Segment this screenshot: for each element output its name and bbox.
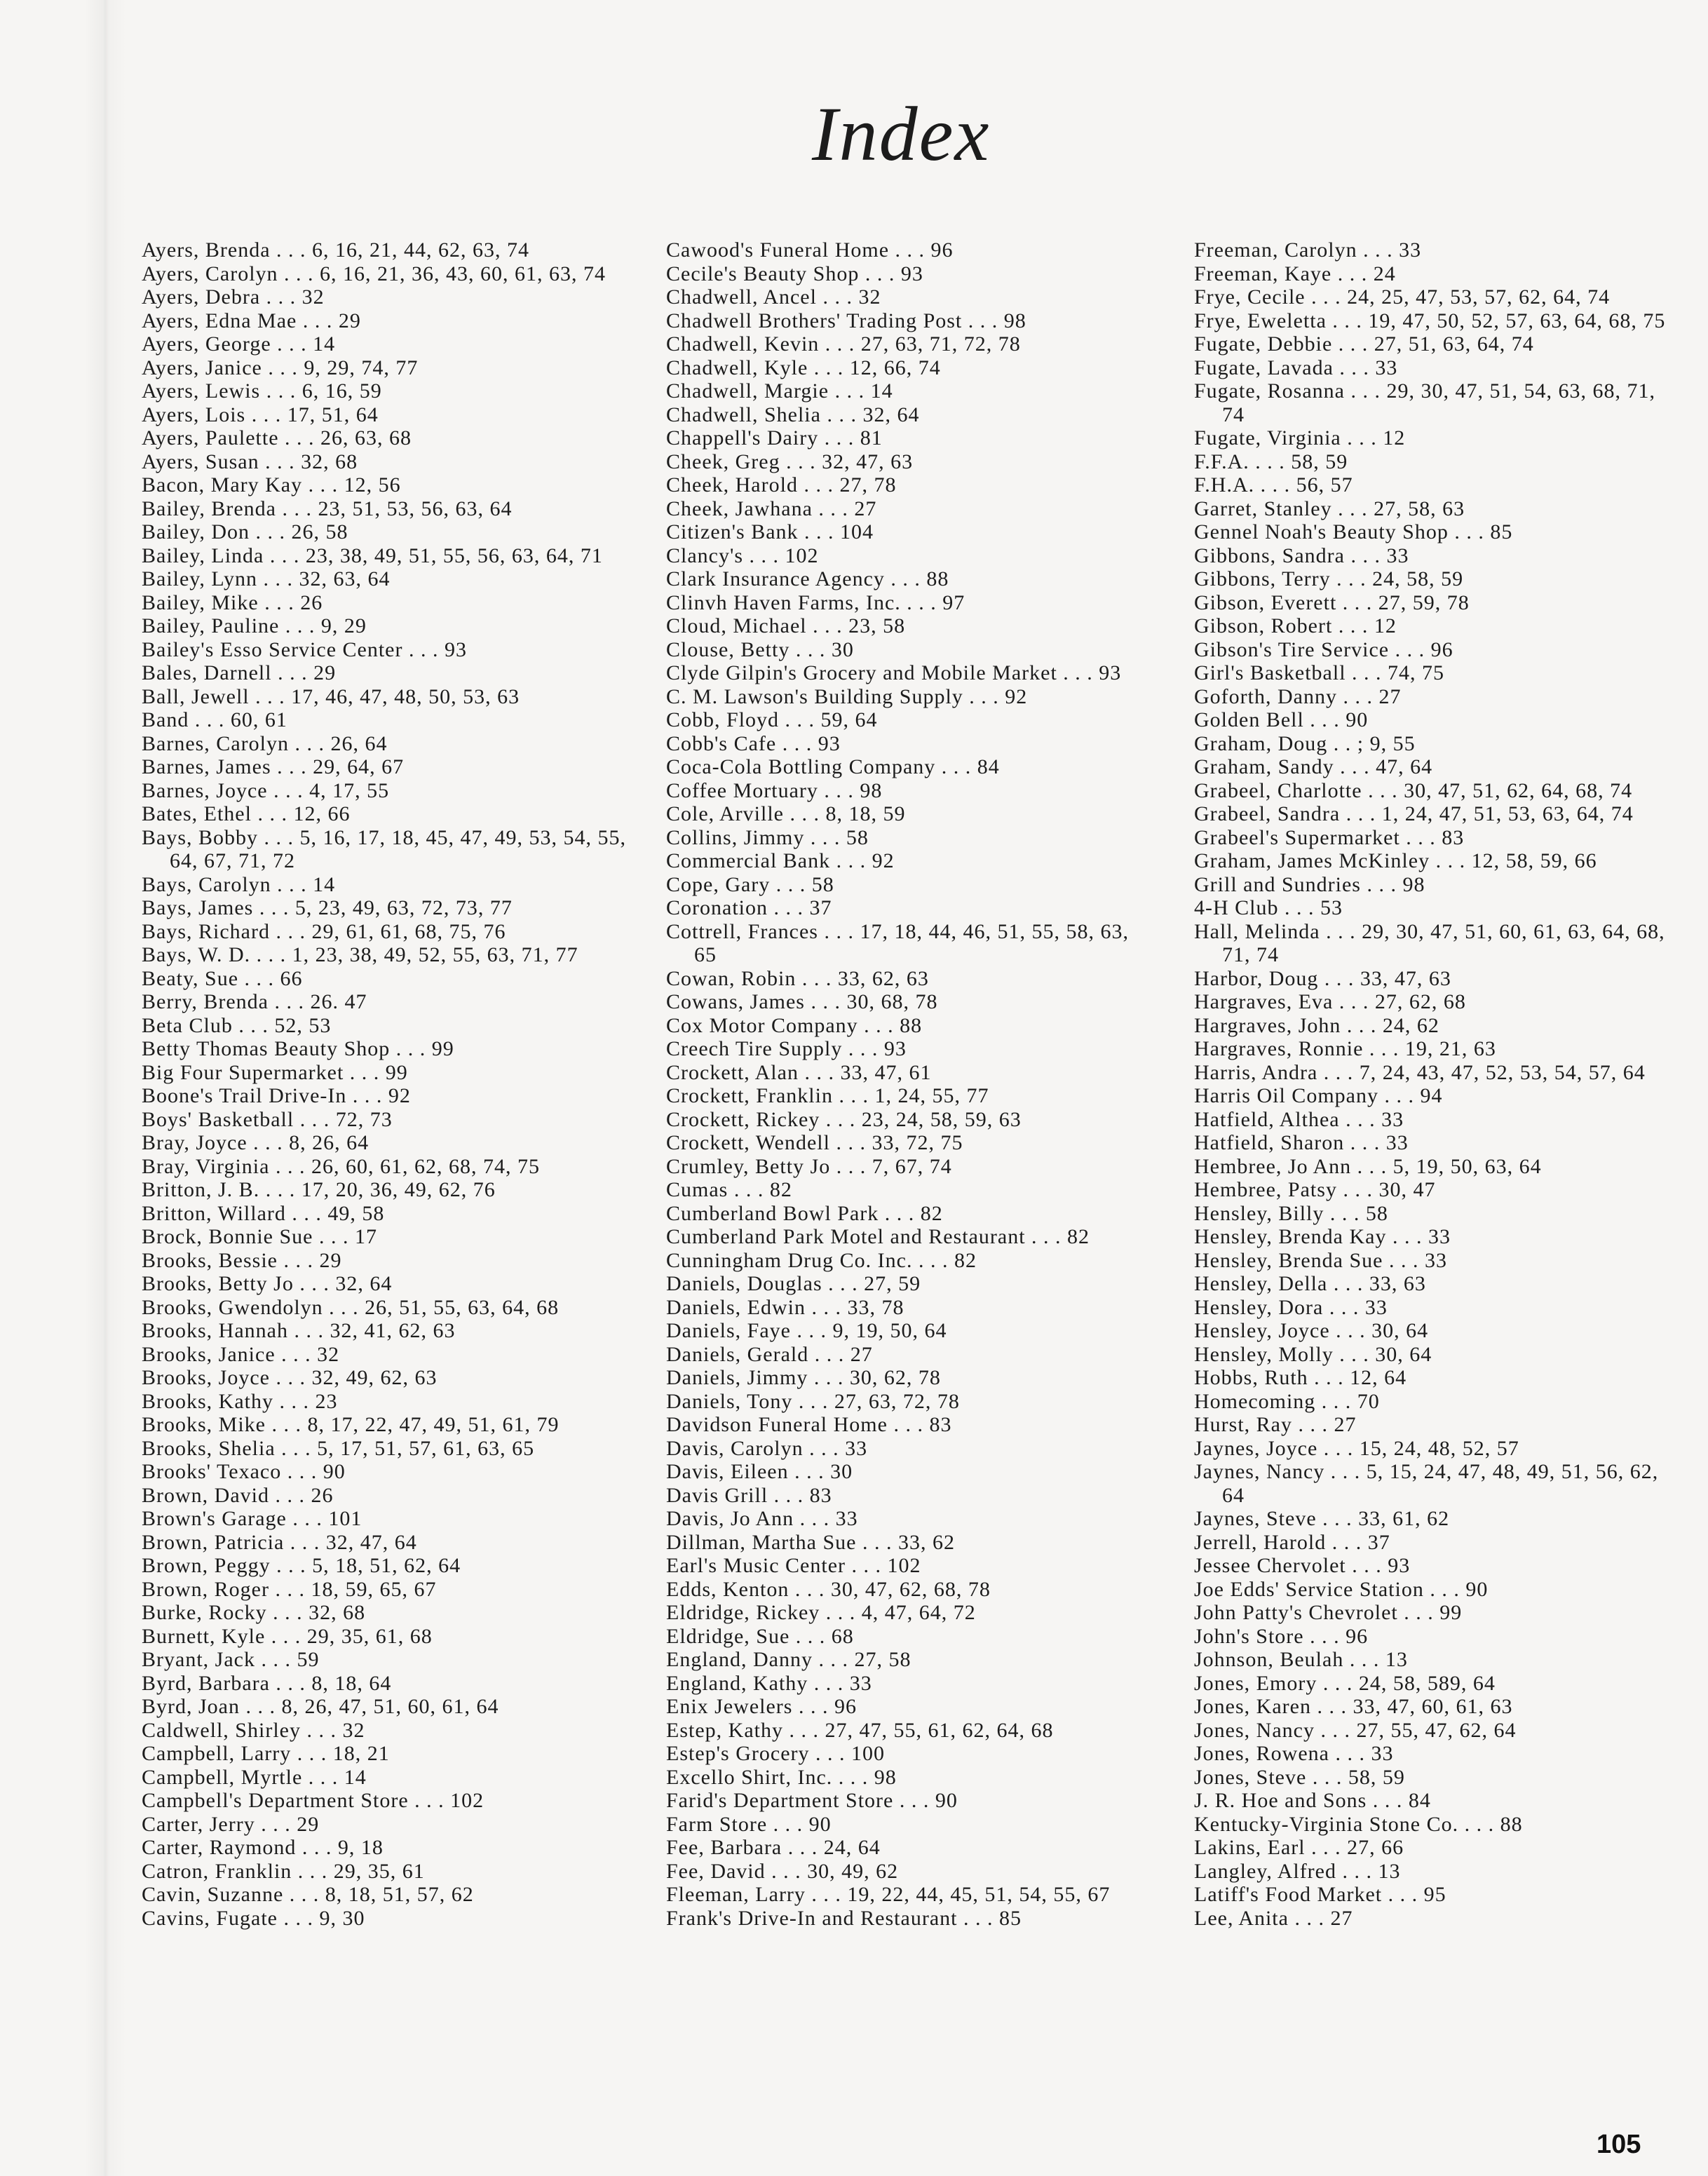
index-entry: Jaynes, Joyce . . . 15, 24, 48, 52, 57	[1194, 1436, 1519, 1460]
index-entry: Fee, David . . . 30, 49, 62	[666, 1859, 899, 1883]
index-entry-continuation: 64, 67, 71, 72	[170, 849, 295, 872]
index-entry: Jones, Steve . . . 58, 59	[1194, 1765, 1405, 1789]
page-title: Index	[812, 90, 991, 177]
index-entry: Cavin, Suzanne . . . 8, 18, 51, 57, 62	[142, 1883, 474, 1906]
index-column-2	[666, 238, 1157, 1930]
index-entry: Daniels, Douglas . . . 27, 59	[666, 1272, 921, 1295]
index-entry: Bailey, Lynn . . . 32, 63, 64	[142, 567, 391, 590]
index-entry: Bailey's Esso Service Center . . . 93	[142, 637, 467, 661]
index-entry: Edds, Kenton . . . 30, 47, 62, 68, 78	[666, 1577, 991, 1601]
index-entry: Brooks, Shelia . . . 5, 17, 51, 57, 61, 63, 65	[142, 1436, 535, 1460]
page-number: 105	[1597, 2130, 1641, 2159]
index-entry: Hensley, Billy . . . 58	[1194, 1201, 1388, 1225]
index-entry: Chadwell Brothers' Trading Post . . . 98	[666, 309, 1026, 332]
index-entry: Langley, Alfred . . . 13	[1194, 1859, 1401, 1883]
index-entry: Cheek, Harold . . . 27, 78	[666, 473, 897, 496]
index-entry: Eldridge, Sue . . . 68	[666, 1624, 854, 1648]
binding-shadow	[84, 0, 126, 2176]
index-entry: Cunningham Drug Co. Inc. . . . 82	[666, 1248, 977, 1272]
index-entry: Cloud, Michael . . . 23, 58	[666, 614, 906, 637]
index-entry: Grabeel's Supermarket . . . 83	[1194, 825, 1465, 849]
index-entry: Ayers, Janice . . . 9, 29, 74, 77	[142, 356, 419, 379]
index-entry: Crockett, Alan . . . 33, 47, 61	[666, 1060, 932, 1084]
index-entry: Brock, Bonnie Sue . . . 17	[142, 1225, 377, 1248]
index-entry: Caldwell, Shirley . . . 32	[142, 1718, 365, 1742]
index-entry: Goforth, Danny . . . 27	[1194, 684, 1402, 708]
index-entry: Barnes, Joyce . . . 4, 17, 55	[142, 778, 390, 802]
index-entry: Byrd, Joan . . . 8, 26, 47, 51, 60, 61, 64	[142, 1695, 499, 1718]
index-entry: Golden Bell . . . 90	[1194, 708, 1369, 731]
index-entry: Hembree, Jo Ann . . . 5, 19, 50, 63, 64	[1194, 1154, 1542, 1178]
index-entry: Estep's Grocery . . . 100	[666, 1742, 886, 1765]
index-entry: Gibson's Tire Service . . . 96	[1194, 637, 1453, 661]
index-entry: Jones, Nancy . . . 27, 55, 47, 62, 64	[1194, 1718, 1517, 1742]
index-entry: John's Store . . . 96	[1194, 1624, 1369, 1648]
index-entry: Cottrell, Frances . . . 17, 18, 44, 46, 51, 55, 58, 63,	[666, 919, 1129, 943]
index-entry: Grill and Sundries . . . 98	[1194, 872, 1425, 896]
index-entry: Fugate, Debbie . . . 27, 51, 63, 64, 74	[1194, 332, 1534, 356]
index-entry: Brown, Roger . . . 18, 59, 65, 67	[142, 1577, 437, 1601]
index-entry: Burke, Rocky . . . 32, 68	[142, 1601, 366, 1624]
index-entry: Bacon, Mary Kay . . . 12, 56	[142, 473, 401, 496]
index-entry: Jaynes, Nancy . . . 5, 15, 24, 47, 48, 49, 51, 56, 62,	[1194, 1460, 1659, 1483]
index-entry: Chadwell, Ancel . . . 32	[666, 285, 881, 309]
index-entry: Gibson, Robert . . . 12	[1194, 614, 1397, 637]
index-entry: Coca-Cola Bottling Company . . . 84	[666, 755, 1000, 778]
index-entry: Bays, Carolyn . . . 14	[142, 872, 336, 896]
index-entry: Commercial Bank . . . 92	[666, 849, 895, 872]
index-entry: Latiff's Food Market . . . 95	[1194, 1883, 1446, 1906]
index-entry: Hobbs, Ruth . . . 12, 64	[1194, 1366, 1407, 1389]
index-entry: Chadwell, Shelia . . . 32, 64	[666, 403, 920, 426]
index-column-3	[1194, 238, 1699, 1930]
index-entry: Daniels, Tony . . . 27, 63, 72, 78	[666, 1389, 960, 1413]
index-entry: Freeman, Kaye . . . 24	[1194, 262, 1396, 285]
index-entry: Davidson Funeral Home . . . 83	[666, 1413, 952, 1436]
index-entry: Clouse, Betty . . . 30	[666, 637, 854, 661]
index-entry: Bailey, Linda . . . 23, 38, 49, 51, 55, 56, 63, 64, 71	[142, 543, 603, 567]
index-entry: Bailey, Brenda . . . 23, 51, 53, 56, 63, 64	[142, 496, 513, 520]
index-entry: Kentucky-Virginia Stone Co. . . . 88	[1194, 1812, 1523, 1836]
index-entry: Betty Thomas Beauty Shop . . . 99	[142, 1037, 454, 1060]
index-entry: Brooks, Mike . . . 8, 17, 22, 47, 49, 51, 61, 79	[142, 1413, 560, 1436]
index-entry: Cox Motor Company . . . 88	[666, 1013, 923, 1037]
index-entry: Hall, Melinda . . . 29, 30, 47, 51, 60, 61, 63, 64, 68,	[1194, 919, 1665, 943]
index-entry: Burnett, Kyle . . . 29, 35, 61, 68	[142, 1624, 433, 1648]
index-entry: Grabeel, Charlotte . . . 30, 47, 51, 62, 64, 68, 74	[1194, 778, 1633, 802]
index-entry: Jessee Chervolet . . . 93	[1194, 1554, 1411, 1577]
index-entry: Boone's Trail Drive-In . . . 92	[142, 1084, 411, 1107]
index-entry: Eldridge, Rickey . . . 4, 47, 64, 72	[666, 1601, 976, 1624]
index-entry: Fugate, Lavada . . . 33	[1194, 356, 1398, 379]
index-entry: Cumberland Bowl Park . . . 82	[666, 1201, 943, 1225]
index-entry: Farm Store . . . 90	[666, 1812, 832, 1836]
index-entry: Hensley, Brenda Kay . . . 33	[1194, 1225, 1451, 1248]
index-entry: Brooks, Gwendolyn . . . 26, 51, 55, 63, 64, 68	[142, 1295, 560, 1319]
index-entry: Creech Tire Supply . . . 93	[666, 1037, 907, 1060]
index-entry: Campbell, Myrtle . . . 14	[142, 1765, 367, 1789]
index-entry: Ayers, Susan . . . 32, 68	[142, 450, 358, 473]
index-entry: Hurst, Ray . . . 27	[1194, 1413, 1357, 1436]
index-entry: Frye, Cecile . . . 24, 25, 47, 53, 57, 62, 64, 74	[1194, 285, 1611, 309]
index-entry-continuation: 64	[1222, 1483, 1245, 1507]
index-entry: Gibson, Everett . . . 27, 59, 78	[1194, 590, 1470, 614]
index-entry: Barnes, Carolyn . . . 26, 64	[142, 731, 388, 755]
index-entry: Britton, Willard . . . 49, 58	[142, 1201, 385, 1225]
index-entry: Cole, Arville . . . 8, 18, 59	[666, 802, 906, 825]
index-entry: Jerrell, Harold . . . 37	[1194, 1530, 1390, 1554]
index-entry: Freeman, Carolyn . . . 33	[1194, 238, 1422, 262]
index-entry: Chappell's Dairy . . . 81	[666, 426, 883, 450]
index-entry: Hembree, Patsy . . . 30, 47	[1194, 1178, 1436, 1201]
index-entry: Davis, Jo Ann . . . 33	[666, 1507, 858, 1530]
index-entry: Crumley, Betty Jo . . . 7, 67, 74	[666, 1154, 952, 1178]
index-entry: Brooks, Hannah . . . 32, 41, 62, 63	[142, 1319, 456, 1342]
index-entry: Gibbons, Terry . . . 24, 58, 59	[1194, 567, 1464, 590]
index-entry: Cecile's Beauty Shop . . . 93	[666, 262, 923, 285]
index-entry: Clark Insurance Agency . . . 88	[666, 567, 949, 590]
index-entry: Ayers, George . . . 14	[142, 332, 336, 356]
index-entry: Graham, James McKinley . . . 12, 58, 59, 66	[1194, 849, 1597, 872]
index-entry: Cowans, James . . . 30, 68, 78	[666, 990, 938, 1013]
index-entry: C. M. Lawson's Building Supply . . . 92	[666, 684, 1028, 708]
index-entry: Davis, Carolyn . . . 33	[666, 1436, 868, 1460]
index-entry: Harbor, Doug . . . 33, 47, 63	[1194, 966, 1451, 990]
index-entry: Berry, Brenda . . . 26. 47	[142, 990, 367, 1013]
index-entry: Clancy's . . . 102	[666, 543, 819, 567]
index-entry: Carter, Jerry . . . 29	[142, 1812, 320, 1836]
index-entry: Farid's Department Store . . . 90	[666, 1789, 958, 1812]
index-entry: Estep, Kathy . . . 27, 47, 55, 61, 62, 64, 68	[666, 1718, 1054, 1742]
index-entry: Citizen's Bank . . . 104	[666, 520, 874, 543]
index-entry: John Patty's Chevrolet . . . 99	[1194, 1601, 1463, 1624]
index-entry: Brooks, Betty Jo . . . 32, 64	[142, 1272, 393, 1295]
index-entry: Daniels, Jimmy . . . 30, 62, 78	[666, 1366, 941, 1389]
index-entry: Barnes, James . . . 29, 64, 67	[142, 755, 405, 778]
index-entry: Jones, Karen . . . 33, 47, 60, 61, 63	[1194, 1695, 1513, 1718]
index-entry: Chadwell, Kyle . . . 12, 66, 74	[666, 356, 941, 379]
index-entry: Excello Shirt, Inc. . . . 98	[666, 1765, 897, 1789]
index-entry: Crockett, Rickey . . . 23, 24, 58, 59, 63	[666, 1107, 1022, 1131]
index-entry: Hargraves, John . . . 24, 62	[1194, 1013, 1439, 1037]
index-entry: Catron, Franklin . . . 29, 35, 61	[142, 1859, 425, 1883]
index-entry: Hargraves, Eva . . . 27, 62, 68	[1194, 990, 1466, 1013]
index-entry: England, Danny . . . 27, 58	[666, 1648, 911, 1671]
index-entry: Gibbons, Sandra . . . 33	[1194, 543, 1409, 567]
index-entry: Fugate, Virginia . . . 12	[1194, 426, 1406, 450]
index-entry: Cobb's Cafe . . . 93	[666, 731, 841, 755]
index-entry: Ayers, Brenda . . . 6, 16, 21, 44, 62, 63, 74	[142, 238, 530, 262]
index-entry: Cobb, Floyd . . . 59, 64	[666, 708, 878, 731]
index-entry: Brown, Peggy . . . 5, 18, 51, 62, 64	[142, 1554, 461, 1577]
index-entry: Clyde Gilpin's Grocery and Mobile Market . . . 93	[666, 661, 1122, 684]
index-entry: Beta Club . . . 52, 53	[142, 1013, 332, 1037]
index-entry: Hensley, Dora . . . 33	[1194, 1295, 1388, 1319]
index-entry: Joe Edds' Service Station . . . 90	[1194, 1577, 1489, 1601]
index-entry: Hensley, Molly . . . 30, 64	[1194, 1342, 1432, 1366]
index-entry: Cawood's Funeral Home . . . 96	[666, 238, 954, 262]
index-entry: Daniels, Gerald . . . 27	[666, 1342, 873, 1366]
index-entry: Cheek, Greg . . . 32, 47, 63	[666, 450, 914, 473]
index-entry: Ayers, Carolyn . . . 6, 16, 21, 36, 43, 60, 61, 63, 74	[142, 262, 606, 285]
index-entry: Campbell's Department Store . . . 102	[142, 1789, 484, 1812]
index-column-1	[142, 238, 632, 1930]
index-entry: Ball, Jewell . . . 17, 46, 47, 48, 50, 53, 63	[142, 684, 520, 708]
index-entry: Cowan, Robin . . . 33, 62, 63	[666, 966, 929, 990]
index-entry: Brown, David . . . 26	[142, 1483, 334, 1507]
index-entry: Bays, James . . . 5, 23, 49, 63, 72, 73, 77	[142, 896, 513, 919]
index-entry: Coffee Mortuary . . . 98	[666, 778, 883, 802]
index-entry: Big Four Supermarket . . . 99	[142, 1060, 408, 1084]
index-entry: Brooks, Joyce . . . 32, 49, 62, 63	[142, 1366, 438, 1389]
index-entry: Bays, Bobby . . . 5, 16, 17, 18, 45, 47, 49, 53, 54, 55,	[142, 825, 627, 849]
index-entry: Hensley, Joyce . . . 30, 64	[1194, 1319, 1429, 1342]
index-entry: Cavins, Fugate . . . 9, 30	[142, 1906, 365, 1930]
index-entry: Ayers, Edna Mae . . . 29	[142, 309, 361, 332]
index-entry: Chadwell, Margie . . . 14	[666, 379, 893, 403]
index-entry: Chadwell, Kevin . . . 27, 63, 71, 72, 78	[666, 332, 1021, 356]
index-entry: Brown's Garage . . . 101	[142, 1507, 362, 1530]
index-entry: Boys' Basketball . . . 72, 73	[142, 1107, 393, 1131]
index-entry: Ayers, Lewis . . . 6, 16, 59	[142, 379, 382, 403]
index-entry: Bray, Virginia . . . 26, 60, 61, 62, 68, 74, 75	[142, 1154, 540, 1178]
index-entry: Beaty, Sue . . . 66	[142, 966, 303, 990]
index-entry: Bailey, Don . . . 26, 58	[142, 520, 348, 543]
index-entry: Frank's Drive-In and Restaurant . . . 85	[666, 1906, 1022, 1930]
index-entry: Campbell, Larry . . . 18, 21	[142, 1742, 390, 1765]
index-entry: Enix Jewelers . . . 96	[666, 1695, 857, 1718]
index-entry: Brooks' Texaco . . . 90	[142, 1460, 346, 1483]
index-entry: Collins, Jimmy . . . 58	[666, 825, 869, 849]
index-entry-continuation: 74	[1222, 403, 1245, 426]
index-entry: Daniels, Faye . . . 9, 19, 50, 64	[666, 1319, 947, 1342]
index-entry: Brown, Patricia . . . 32, 47, 64	[142, 1530, 417, 1554]
index-entry: Hatfield, Sharon . . . 33	[1194, 1131, 1409, 1154]
index-entry: Harris Oil Company . . . 94	[1194, 1084, 1443, 1107]
index-entry: Daniels, Edwin . . . 33, 78	[666, 1295, 904, 1319]
index-entry: Fee, Barbara . . . 24, 64	[666, 1836, 881, 1859]
index-entry: Cope, Gary . . . 58	[666, 872, 834, 896]
index-entry: Bailey, Mike . . . 26	[142, 590, 323, 614]
index-entry: Hensley, Brenda Sue . . . 33	[1194, 1248, 1447, 1272]
index-entry: Grabeel, Sandra . . . 1, 24, 47, 51, 53, 63, 64, 74	[1194, 802, 1634, 825]
index-entry: Byrd, Barbara . . . 8, 18, 64	[142, 1671, 392, 1695]
index-entry-continuation: 71, 74	[1222, 943, 1279, 966]
index-entry: Bales, Darnell . . . 29	[142, 661, 337, 684]
index-entry: Britton, J. B. . . . 17, 20, 36, 49, 62, 76	[142, 1178, 496, 1201]
index-entry: Carter, Raymond . . . 9, 18	[142, 1836, 384, 1859]
index-entry: Hargraves, Ronnie . . . 19, 21, 63	[1194, 1037, 1496, 1060]
index-entry: Bays, W. D. . . . 1, 23, 38, 49, 52, 55, 63, 71, 77	[142, 943, 578, 966]
index-entry: F.F.A. . . . 58, 59	[1194, 450, 1348, 473]
index-entry: Band . . . 60, 61	[142, 708, 287, 731]
index-entry: Ayers, Paulette . . . 26, 63, 68	[142, 426, 412, 450]
index-entry: Jones, Emory . . . 24, 58, 589, 64	[1194, 1671, 1496, 1695]
index-entry-continuation: 65	[694, 943, 717, 966]
index-entry: Fugate, Rosanna . . . 29, 30, 47, 51, 54, 63, 68, 71,	[1194, 379, 1655, 403]
index-entry: Jones, Rowena . . . 33	[1194, 1742, 1394, 1765]
index-entry: Bates, Ethel . . . 12, 66	[142, 802, 351, 825]
index-entry: England, Kathy . . . 33	[666, 1671, 872, 1695]
index-entry: Cheek, Jawhana . . . 27	[666, 496, 877, 520]
index-entry: Ayers, Lois . . . 17, 51, 64	[142, 403, 379, 426]
index-entry: Clinvh Haven Farms, Inc. . . . 97	[666, 590, 965, 614]
index-entry: Gennel Noah's Beauty Shop . . . 85	[1194, 520, 1513, 543]
index-entry: Garret, Stanley . . . 27, 58, 63	[1194, 496, 1465, 520]
index-entry: Hatfield, Althea . . . 33	[1194, 1107, 1404, 1131]
index-entry: Bray, Joyce . . . 8, 26, 64	[142, 1131, 370, 1154]
index-entry: Homecoming . . . 70	[1194, 1389, 1380, 1413]
index-entry: F.H.A. . . . 56, 57	[1194, 473, 1353, 496]
index-entry: J. R. Hoe and Sons . . . 84	[1194, 1789, 1431, 1812]
index-entry: Fleeman, Larry . . . 19, 22, 44, 45, 51, 54, 55, 67	[666, 1883, 1111, 1906]
index-entry: Lakins, Earl . . . 27, 66	[1194, 1836, 1404, 1859]
index-entry: Harris, Andra . . . 7, 24, 43, 47, 52, 53, 54, 57, 64	[1194, 1060, 1646, 1084]
index-entry: Davis Grill . . . 83	[666, 1483, 832, 1507]
index-entry: Johnson, Beulah . . . 13	[1194, 1648, 1408, 1671]
index-entry: Coronation . . . 37	[666, 896, 832, 919]
index-entry: Hensley, Della . . . 33, 63	[1194, 1272, 1426, 1295]
index-entry: Graham, Doug . . ; 9, 55	[1194, 731, 1416, 755]
index-entry: Crockett, Wendell . . . 33, 72, 75	[666, 1131, 963, 1154]
index-entry: Brooks, Kathy . . . 23	[142, 1389, 338, 1413]
index-entry: Ayers, Debra . . . 32	[142, 285, 325, 309]
index-entry: Graham, Sandy . . . 47, 64	[1194, 755, 1433, 778]
index-entry: Jaynes, Steve . . . 33, 61, 62	[1194, 1507, 1450, 1530]
index-entry: Brooks, Janice . . . 32	[142, 1342, 340, 1366]
index-entry: Brooks, Bessie . . . 29	[142, 1248, 342, 1272]
index-entry: Davis, Eileen . . . 30	[666, 1460, 853, 1483]
index-entry: Cumas . . . 82	[666, 1178, 792, 1201]
index-entry: Bryant, Jack . . . 59	[142, 1648, 320, 1671]
index-entry: Crockett, Franklin . . . 1, 24, 55, 77	[666, 1084, 989, 1107]
index-entry: Earl's Music Center . . . 102	[666, 1554, 921, 1577]
index-entry: Bailey, Pauline . . . 9, 29	[142, 614, 367, 637]
index-entry: Lee, Anita . . . 27	[1194, 1906, 1353, 1930]
index-entry: 4-H Club . . . 53	[1194, 896, 1343, 919]
index-entry: Dillman, Martha Sue . . . 33, 62	[666, 1530, 955, 1554]
index-entry: Frye, Eweletta . . . 19, 47, 50, 52, 57, 63, 64, 68, 75	[1194, 309, 1666, 332]
index-entry: Bays, Richard . . . 29, 61, 61, 68, 75, 76	[142, 919, 506, 943]
index-entry: Cumberland Park Motel and Restaurant . . . 82	[666, 1225, 1090, 1248]
index-entry: Girl's Basketball . . . 74, 75	[1194, 661, 1445, 684]
